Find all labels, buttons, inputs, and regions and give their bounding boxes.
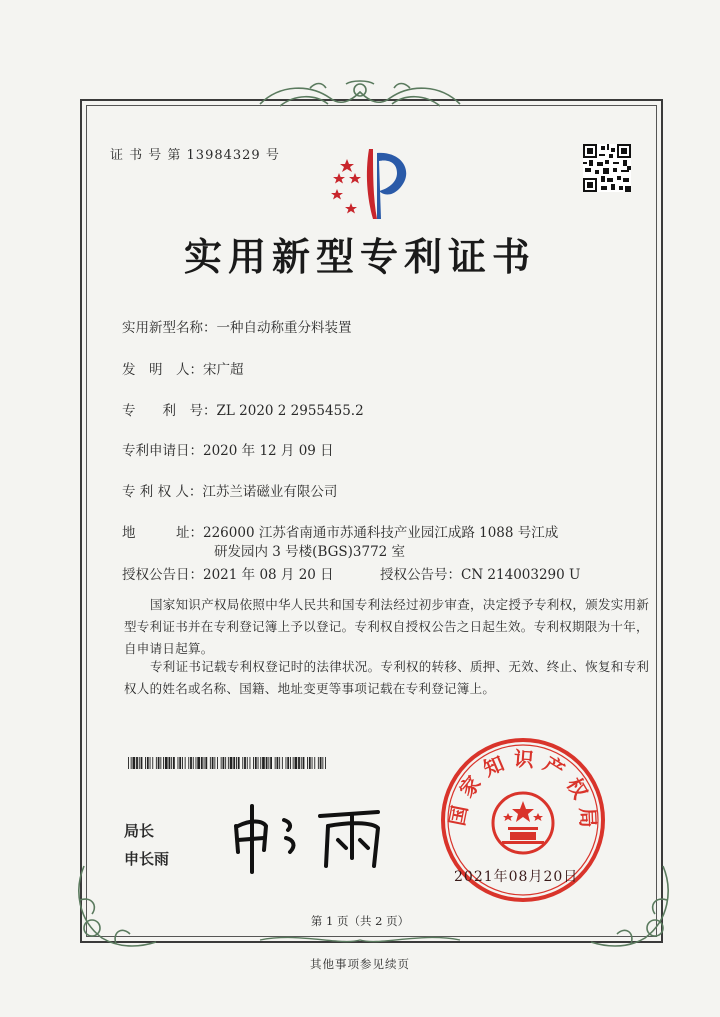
grant-date-label: 授权公告日： <box>122 567 203 583</box>
director-title: 局长 <box>124 822 155 840</box>
address-label: 地 址： <box>122 525 203 541</box>
seal-text: 国家知识产权局 <box>444 746 601 837</box>
bottom-ornament-icon <box>250 932 470 948</box>
handwritten-signature-icon <box>228 796 398 876</box>
address-value-line1: 226000 江苏省南通市苏通科技产业园江成路 1088 号江成 <box>203 525 559 541</box>
grant-number-label: 授权公告号： <box>380 567 461 583</box>
page-number: 第 1 页（共 2 页） <box>310 914 410 928</box>
grant-number-value: CN 214003290 U <box>461 567 581 583</box>
address-row <box>122 521 558 541</box>
certificate-title: 实用新型专利证书 <box>183 234 536 279</box>
apply-date-row <box>122 439 334 459</box>
footer-note: 其他事项参见续页 <box>310 957 410 971</box>
qr-code-icon <box>583 144 631 192</box>
seal-date: 2021年08月20日 <box>454 869 579 885</box>
patent-number-row <box>122 399 364 419</box>
barcode-icon <box>128 757 328 769</box>
bottom-left-ornament-icon <box>72 860 162 952</box>
utility-model-name-row <box>122 316 352 336</box>
grant-date-value: 2021 年 08 月 20 日 <box>203 567 334 583</box>
inventor-label: 发 明 人： <box>122 362 203 378</box>
top-ornament-icon <box>250 78 470 112</box>
certificate-number: 证 书 号 第 13984329 号 <box>110 148 280 163</box>
address-value-line2: 研发园内 3 号楼(BGS)3772 室 <box>214 544 406 560</box>
grant-date-row <box>122 563 334 583</box>
director-name: 申长雨 <box>124 850 170 868</box>
patent-holder-label: 专 利 权 人： <box>122 484 203 500</box>
legal-status-paragraph: 专利证书记载专利权登记时的法律状况。专利权的转移、质押、无效、终止、恢复和专利权人的姓名或名称、国籍、地址变更等事项记载在专利登记簿上。 <box>124 659 650 696</box>
utility-model-name-label: 实用新型名称： <box>122 320 217 336</box>
utility-model-name-value: 一种自动称重分料装置 <box>216 320 352 336</box>
apply-date-value: 2020 年 12 月 09 日 <box>203 443 334 459</box>
apply-date-label: 专利申请日： <box>122 443 203 459</box>
grant-statement-paragraph: 国家知识产权局依照中华人民共和国专利法经过初步审查，决定授予专利权，颁发实用新型专利证书并在专利登记簿上予以登记。专利权自授权公告之日起生效。专利权期限为十年，自申请日起算。 <box>124 597 650 656</box>
inventor-value: 宋广超 <box>203 362 244 378</box>
patent-office-logo-icon <box>325 143 415 223</box>
grant-number-row <box>380 563 580 583</box>
patent-number-label: 专 利 号： <box>122 403 217 419</box>
patent-holder-value: 江苏兰诺磁业有限公司 <box>202 484 338 500</box>
patent-number-value: ZL 2020 2 2955455.2 <box>216 403 364 419</box>
patent-holder-row <box>122 480 337 500</box>
inventor-row <box>122 358 244 378</box>
